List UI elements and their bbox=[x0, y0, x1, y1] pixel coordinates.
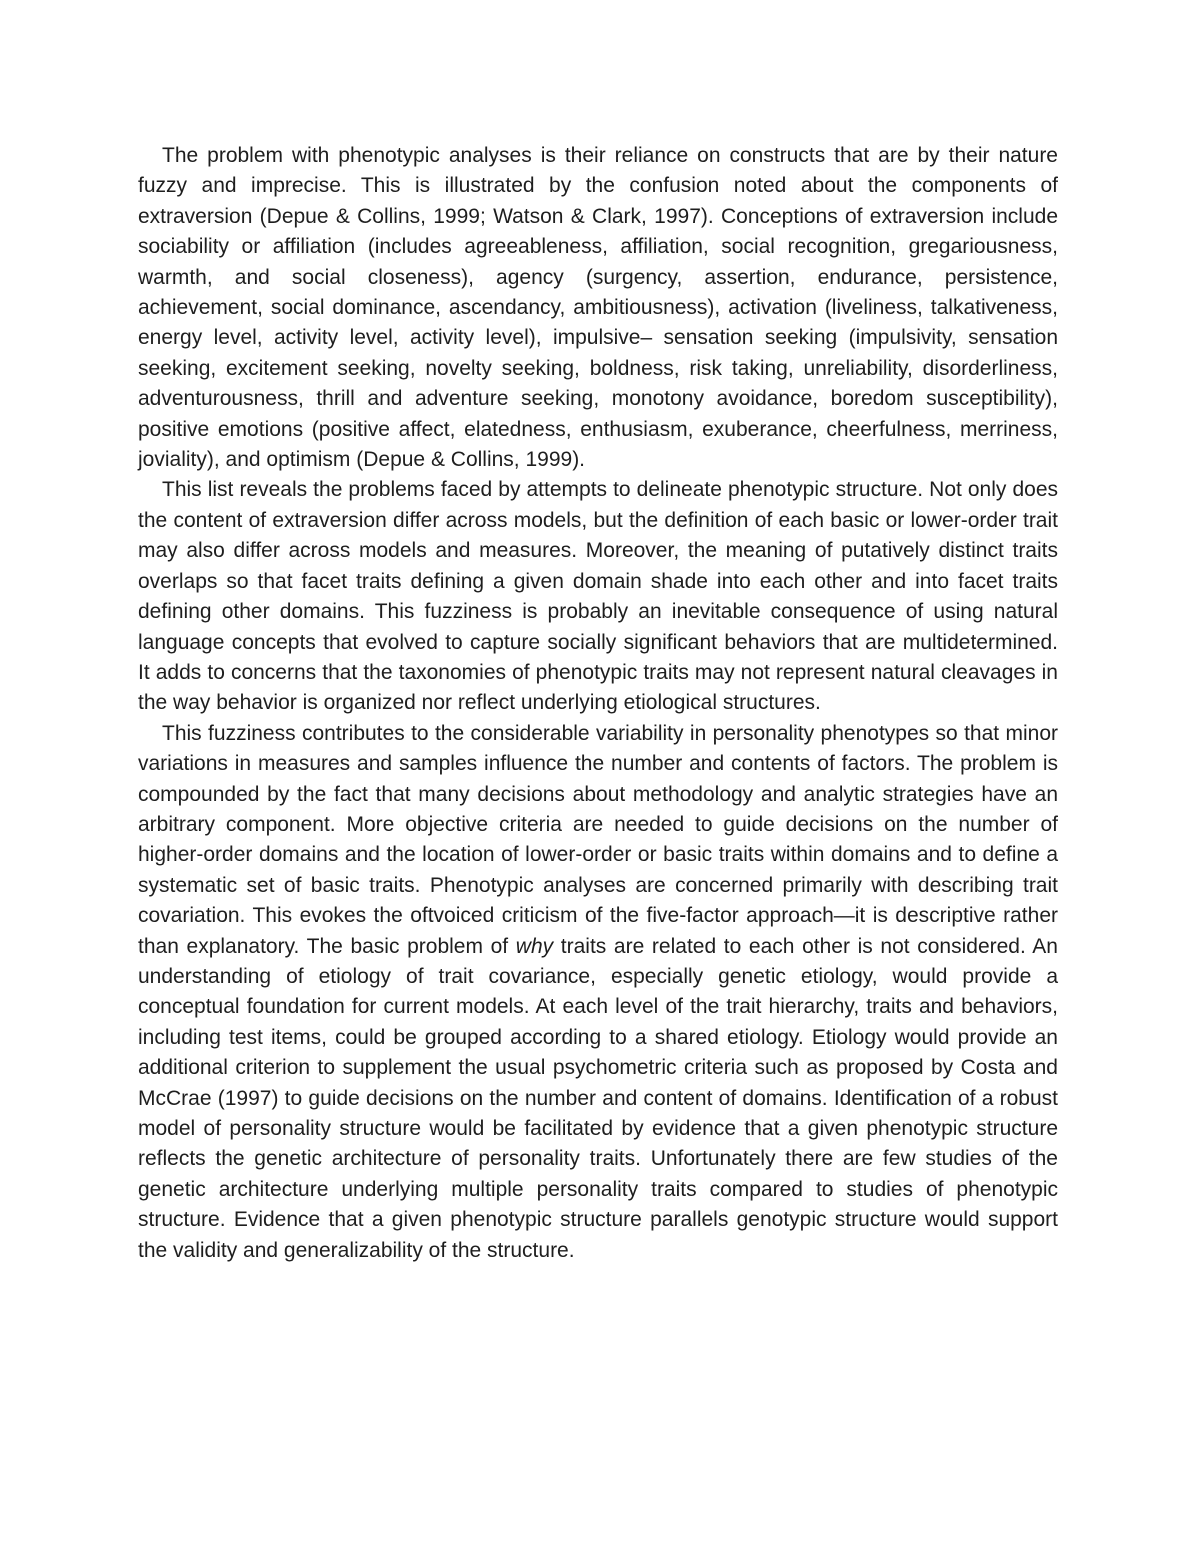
emphasized-word: why bbox=[515, 934, 554, 958]
paragraph-fuzziness-variability bbox=[138, 719, 1058, 1266]
document-page bbox=[138, 141, 1058, 1266]
paragraph-text-segment: traits are related to each other is not considered. An understanding of etiology of trait covariance, especially genetic etiology, would provide a conceptual foundation for current models. At each level of the trait hierarchy, traits and behaviors, including test items, could be grouped according to a shared etiology. Etiology would provide an additional criterion to supplement the usual psychometric criteria such as proposed by Costa and McCrae (1997) to guide decisions on the number and content of domains. Identification of a robust model of personality structure would be facilitated by evidence that a given phenotypic structure reflects the genetic architecture of personality traits. Unfortunately there are few studies of the genetic architecture underlying multiple personality traits compared to studies of phenotypic structure. Evidence that a given phenotypic structure parallels genotypic structure would support the validity and generalizability of the structure. bbox=[138, 934, 1058, 1262]
paragraph-phenotypic-structure-problems: This list reveals the problems faced by attempts to delineate phenotypic structure. Not only does the content of extraversion differ across models, but the definition of each basic or lower-order trait may also differ across models and measures. Moreover, the meaning of putatively distinct traits overlaps so that facet traits defining a given domain shade into each other and into facet traits defining other domains. This fuzziness is probably an inevitable consequence of using natural language concepts that evolved to capture socially significant behaviors that are multidetermined. It adds to concerns that the taxonomies of phenotypic traits may not represent natural cleavages in the way behavior is organized nor reflect underlying etiological structures. bbox=[138, 478, 1058, 715]
paragraph-text-segment: This fuzziness contributes to the considerable variability in personality phenotypes so that minor variations in measures and samples influence the number and contents of factors. The problem is compounded by the fact that many decisions about methodology and analytic strategies have an arbitrary component. More objective criteria are needed to guide decisions on the number of higher-order domains and the location of lower-order or basic traits within domains and to define a systematic set of basic traits. Phenotypic analyses are concerned primarily with describing trait covariation. This evokes the oftvoiced criticism of the five-factor approach—it is descriptive rather than explanatory. The basic problem of bbox=[138, 721, 1058, 958]
paragraph-extraversion-components: The problem with phenotypic analyses is their reliance on constructs that are by their nature fuzzy and imprecise. This is illustrated by the confusion noted about the components of extraversion (Depue & Collins, 1999; Watson & Clark, 1997). Conceptions of extraversion include sociability or affiliation (includes agreeableness, affiliation, social recognition, gregariousness, warmth, and social closeness), agency (surgency, assertion, endurance, persistence, achievement, social dominance, ascendancy, ambitiousness), activation (liveliness, talkativeness, energy level, activity level, activity level), impulsive– sensation seeking (impulsivity, sensation seeking, excitement seeking, novelty seeking, boldness, risk taking, unreliability, disorderliness, adventurousness, thrill and adventure seeking, monotony avoidance, boredom susceptibility), positive emotions (positive affect, elatedness, enthusiasm, exuberance, cheerfulness, merriness, joviality), and optimism (Depue & Collins, 1999). bbox=[138, 144, 1058, 472]
